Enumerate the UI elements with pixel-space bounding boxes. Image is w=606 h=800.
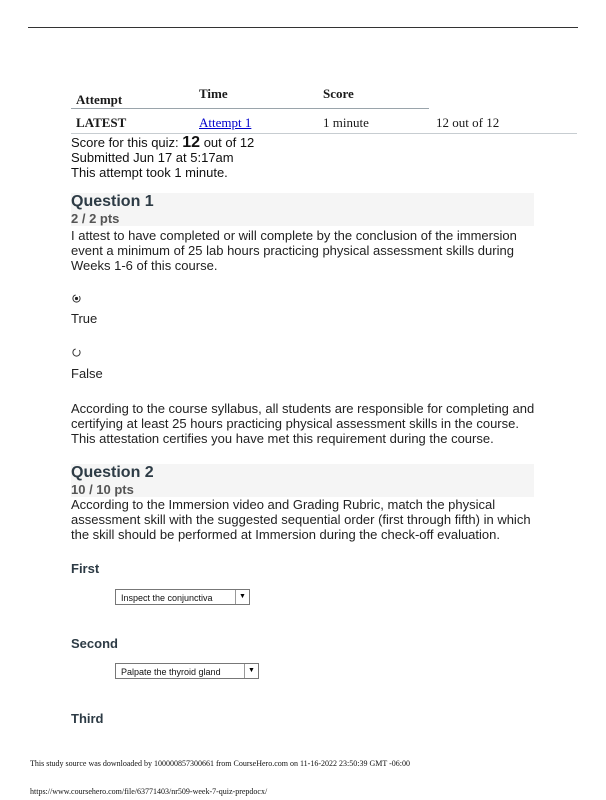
question-1-header (71, 193, 534, 226)
option-false-label: False (71, 366, 103, 381)
submitted-time: Submitted Jun 17 at 5:17am (71, 150, 234, 165)
table-header-divider (71, 108, 429, 109)
match-select-second-value: Palpate the thyroid gland (121, 667, 221, 677)
dropdown-arrow-icon: ▼ (244, 664, 258, 678)
dropdown-arrow-icon: ▼ (235, 590, 249, 604)
match-label-second: Second (71, 636, 118, 651)
question-2-text: According to the Immersion video and Grading Rubric, match the physical assessment skill with the suggested sequential order (first through fifth) in which the skill should be performed at Immersion during the check-off evaluation. (71, 497, 531, 542)
attempt-duration: This attempt took 1 minute. (71, 165, 228, 180)
match-select-first-value: Inspect the conjunctiva (121, 593, 213, 603)
attempt-score: 12 out of 12 (436, 115, 500, 130)
question-2-title: Question 2 (71, 464, 154, 481)
column-header-score: Score (323, 86, 354, 101)
match-select-first[interactable] (115, 589, 250, 605)
attempt-row-label: LATEST (76, 115, 127, 130)
score-prefix: Score for this quiz: (71, 135, 183, 150)
source-url: https://www.coursehero.com/file/63771403/nr509-week-7-quiz-prepdocx/ (30, 787, 268, 796)
top-rule (28, 27, 578, 28)
question-2-header (71, 464, 534, 497)
quiz-score-line (71, 135, 254, 150)
table-row-divider (71, 133, 577, 134)
column-header-time: Time (199, 86, 228, 101)
question-1-text: I attest to have completed or will complete by the conclusion of the immersion event a minimum of 25 lab hours practicing physical assessment skills during Weeks 1-6 of this course. (71, 228, 517, 273)
match-select-second[interactable] (115, 663, 259, 679)
score-suffix: out of 12 (200, 135, 255, 150)
attempt-time: 1 minute (323, 115, 369, 130)
question-1-explanation: According to the course syllabus, all students are responsible for completing and certifying at least 25 hours practicing physical assessment skills in the course. This attestation certifies you have met this requirement during the course. (71, 401, 535, 446)
question-1-points: 2 / 2 pts (71, 211, 120, 226)
download-note: This study source was downloaded by 100000857300661 from CourseHero.com on 11-16-2022 23:50:39 GMT -06:00 (30, 759, 410, 768)
question-1-title: Question 1 (71, 193, 154, 210)
attempt-link[interactable]: Attempt 1 (199, 115, 252, 130)
match-label-third: Third (71, 711, 104, 726)
column-header-attempt: Attempt (76, 92, 123, 107)
match-label-first: First (71, 561, 100, 576)
score-value: 12 (182, 134, 201, 151)
question-2-points: 10 / 10 pts (71, 482, 134, 497)
option-true-label: True (71, 311, 98, 326)
quiz-summary (71, 135, 254, 180)
radio-true-selected-icon[interactable] (72, 294, 81, 303)
radio-false-icon[interactable] (72, 348, 81, 357)
